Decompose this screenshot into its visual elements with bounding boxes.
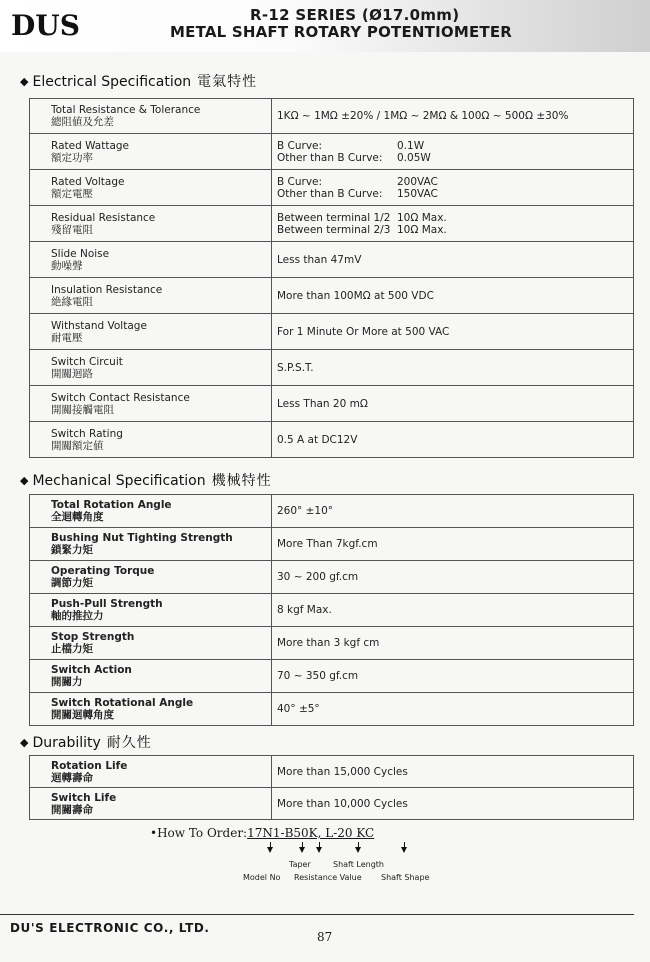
label-shaft-shape: Shaft Shape: [381, 873, 430, 882]
spec-value-text: 70 ~ 350 gf.cm: [277, 670, 359, 682]
spec-label-en: Residual Resistance: [51, 211, 156, 224]
spec-label-en: Operating Torque: [51, 565, 155, 577]
table-row: [30, 314, 634, 350]
spec-value-cell: [272, 660, 634, 693]
spec-label-en: Switch Circuit: [51, 355, 123, 368]
spec-label-zh: 動噪聲: [51, 259, 83, 272]
spec-label-en: Switch Life: [51, 791, 117, 804]
spec-label-zh: 調節力矩: [51, 577, 93, 589]
spec-value-cell: [272, 134, 634, 170]
spec-label-cell: [30, 350, 272, 386]
spec-value-cell: [272, 528, 634, 561]
spec-value-cell: [272, 594, 634, 627]
label-model-no: Model No: [243, 873, 281, 882]
spec-value-text: Between terminal 2/3: [277, 223, 391, 236]
label-shaft-length: Shaft Length: [333, 860, 384, 869]
spec-label-cell: [30, 495, 272, 528]
spec-label-en: Total Resistance & Tolerance: [51, 104, 201, 116]
spec-label-cell: [30, 386, 272, 422]
spec-value-extra: 0.05W: [397, 151, 431, 164]
logo-text: DUS: [11, 9, 80, 42]
spec-label-en: Switch Contact Resistance: [51, 391, 190, 404]
spec-value-line: [277, 188, 633, 200]
spec-value-text: 8 kgf Max.: [277, 604, 332, 616]
durability-spec-table: [29, 755, 634, 820]
spec-label-en: Rated Wattage: [51, 139, 130, 152]
table-row: [30, 242, 634, 278]
table-row: [30, 134, 634, 170]
spec-value-text: 0.5 A at DC12V: [277, 433, 358, 446]
spec-value-line: [277, 212, 633, 224]
order-code: 17N1-B50K, L-20 KC: [247, 826, 375, 840]
mechanical-spec-table: [29, 494, 634, 726]
spec-value-cell: [272, 561, 634, 594]
table-row: [30, 756, 634, 788]
spec-label-cell: [30, 134, 272, 170]
spec-label-cell: [30, 561, 272, 594]
spec-label-en: Slide Noise: [51, 247, 110, 260]
spec-value-extra: 200VAC: [397, 175, 438, 188]
table-row: [30, 206, 634, 242]
arrow-down-icon: [316, 847, 322, 853]
footer-divider: [0, 914, 634, 915]
spec-value-text: Other than B Curve:: [277, 151, 383, 164]
arrow-down-icon: [355, 847, 361, 853]
spec-label-cell: [30, 314, 272, 350]
spec-value-cell: [272, 422, 634, 458]
spec-label-zh: 開關接觸電阻: [51, 403, 114, 416]
electrical-section-heading: [20, 71, 257, 91]
spec-label-cell: [30, 594, 272, 627]
spec-value-text: More than 100MΩ at 500 VDC: [277, 289, 434, 302]
spec-value-text: B Curve:: [277, 139, 323, 152]
spec-label-en: Stop Strength: [51, 631, 135, 643]
spec-label-cell: [30, 422, 272, 458]
spec-label-zh: 開關力: [51, 676, 83, 688]
table-row: [30, 99, 634, 134]
spec-label-cell: [30, 627, 272, 660]
table-row: [30, 170, 634, 206]
company-logo: [9, 8, 80, 42]
spec-label-zh: 開關額定値: [51, 439, 104, 452]
spec-label-en: Switch Rating: [51, 427, 123, 440]
spec-value-text: More than 3 kgf cm: [277, 637, 380, 649]
spec-label-cell: [30, 206, 272, 242]
table-row: [30, 660, 634, 693]
spec-value-cell: [272, 206, 634, 242]
spec-label-zh: 耐電壓: [51, 331, 83, 344]
spec-value-text: For 1 Minute Or More at 500 VAC: [277, 325, 450, 338]
spec-label-zh: 絶緣電阻: [51, 295, 93, 308]
spec-value-line: [277, 362, 633, 374]
spec-label-zh: 開關迴轉角度: [51, 709, 114, 721]
spec-value-extra: 10Ω Max.: [397, 223, 447, 236]
table-row: [30, 561, 634, 594]
label-taper: Taper: [289, 860, 311, 869]
spec-value-text: 1KΩ ~ 1MΩ ±20% / 1MΩ ~ 2MΩ & 100Ω ~ 500Ω ±30%: [277, 110, 569, 122]
spec-value-cell: [272, 693, 634, 726]
spec-label-zh: 開關壽命: [51, 803, 93, 816]
spec-value-cell: [272, 99, 634, 134]
spec-label-zh: 止檔力矩: [51, 643, 93, 655]
spec-value-line: [277, 152, 633, 164]
table-row: [30, 627, 634, 660]
spec-value-cell: [272, 242, 634, 278]
spec-value-text: Less than 47mV: [277, 253, 362, 266]
spec-label-zh: 全迴轉角度: [51, 511, 104, 523]
spec-label-zh: 額定電壓: [51, 187, 93, 200]
table-row: [30, 495, 634, 528]
spec-label-cell: [30, 756, 272, 788]
table-row: [30, 386, 634, 422]
spec-value-text: Other than B Curve:: [277, 187, 383, 200]
spec-label-zh: 迴轉壽命: [51, 771, 93, 784]
spec-label-cell: [30, 278, 272, 314]
spec-value-cell: [272, 314, 634, 350]
spec-label-cell: [30, 693, 272, 726]
diamond-bullet-icon: ◆: [20, 474, 29, 487]
table-row: [30, 422, 634, 458]
arrow-down-icon: [267, 847, 273, 853]
spec-value-cell: [272, 350, 634, 386]
spec-label-zh: 開關迴路: [51, 367, 93, 380]
spec-label-en: Bushing Nut Tighting Strength: [51, 532, 233, 544]
spec-value-line: [277, 224, 633, 236]
spec-label-zh: 軸的推拉力: [51, 610, 104, 622]
diamond-bullet-icon: ◆: [20, 736, 29, 749]
spec-label-cell: [30, 170, 272, 206]
spec-value-line: [277, 110, 633, 122]
page-header: [0, 0, 650, 52]
spec-value-line: [277, 254, 633, 266]
electrical-spec-table: [29, 98, 634, 458]
spec-value-cell: [272, 627, 634, 660]
diamond-bullet-icon: ◆: [20, 75, 29, 88]
spec-value-text: B Curve:: [277, 175, 323, 188]
page-number: 87: [317, 930, 333, 944]
spec-value-text: Between terminal 1/2: [277, 211, 391, 224]
spec-value-line: [277, 434, 633, 446]
spec-value-cell: [272, 278, 634, 314]
spec-value-extra: 10Ω Max.: [397, 211, 447, 224]
spec-label-zh: 鎖緊力矩: [51, 544, 93, 556]
spec-value-line: [277, 326, 633, 338]
spec-label-en: Switch Rotational Angle: [51, 697, 194, 709]
spec-label-en: Rated Voltage: [51, 175, 125, 188]
spec-value-extra: 150VAC: [397, 187, 438, 200]
spec-value-text: More than 10,000 Cycles: [277, 797, 408, 810]
spec-value-text: 260° ±10°: [277, 505, 334, 517]
spec-label-cell: [30, 788, 272, 820]
durability-title-en: Durability: [32, 735, 101, 751]
electrical-title-en: Electrical Specification: [32, 74, 192, 90]
spec-value-text: 40° ±5°: [277, 703, 320, 715]
spec-label-en: Total Rotation Angle: [51, 499, 172, 511]
spec-label-en: Rotation Life: [51, 759, 128, 772]
label-resistance-value: Resistance Value: [294, 873, 362, 882]
spec-label-cell: [30, 528, 272, 561]
spec-value-line: [277, 140, 633, 152]
table-row: [30, 278, 634, 314]
spec-label-zh: 總阻値及允差: [51, 116, 114, 128]
mechanical-title-zh: 機械特性: [211, 473, 272, 489]
spec-value-cell: [272, 386, 634, 422]
spec-value-line: [277, 176, 633, 188]
spec-label-en: Push-Pull Strength: [51, 598, 163, 610]
spec-value-cell: [272, 788, 634, 820]
spec-value-line: [277, 398, 633, 410]
spec-label-cell: [30, 242, 272, 278]
arrow-down-icon: [299, 847, 305, 853]
spec-value-line: [277, 290, 633, 302]
spec-value-text: 30 ~ 200 gf.cm: [277, 571, 359, 583]
company-name: DU'S ELECTRONIC CO., LTD.: [10, 921, 210, 935]
table-row: [30, 788, 634, 820]
spec-label-en: Insulation Resistance: [51, 283, 163, 296]
spec-value-text: More Than 7kgf.cm: [277, 538, 378, 550]
spec-label-en: Withstand Voltage: [51, 319, 147, 332]
spec-value-cell: [272, 495, 634, 528]
electrical-title-zh: 電氣特性: [197, 74, 258, 90]
spec-value-cell: [272, 756, 634, 788]
spec-label-cell: [30, 660, 272, 693]
table-row: [30, 693, 634, 726]
order-prefix: •How To Order:: [150, 826, 248, 840]
spec-label-zh: 額定功率: [51, 151, 93, 164]
product-title: METAL SHAFT ROTARY POTENTIOMETER: [170, 23, 513, 41]
arrow-down-icon: [401, 847, 407, 853]
spec-label-cell: [30, 99, 272, 134]
mechanical-title-en: Mechanical Specification: [32, 473, 206, 489]
spec-value-text: S.P.S.T.: [277, 361, 314, 374]
table-row: [30, 594, 634, 627]
table-row: [30, 350, 634, 386]
durability-title-zh: 耐久性: [106, 735, 152, 751]
spec-label-en: Switch Action: [51, 664, 132, 676]
spec-value-extra: 0.1W: [397, 139, 425, 152]
spec-value-text: More than 15,000 Cycles: [277, 765, 408, 778]
spec-label-zh: 殘留電阻: [51, 223, 93, 236]
spec-value-cell: [272, 170, 634, 206]
spec-value-text: Less Than 20 mΩ: [277, 397, 368, 410]
table-row: [30, 528, 634, 561]
mechanical-section-heading: [20, 470, 272, 490]
durability-section-heading: [20, 732, 152, 752]
series-title: R-12 SERIES (Ø17.0mm): [250, 6, 460, 24]
how-to-order: [150, 826, 374, 840]
